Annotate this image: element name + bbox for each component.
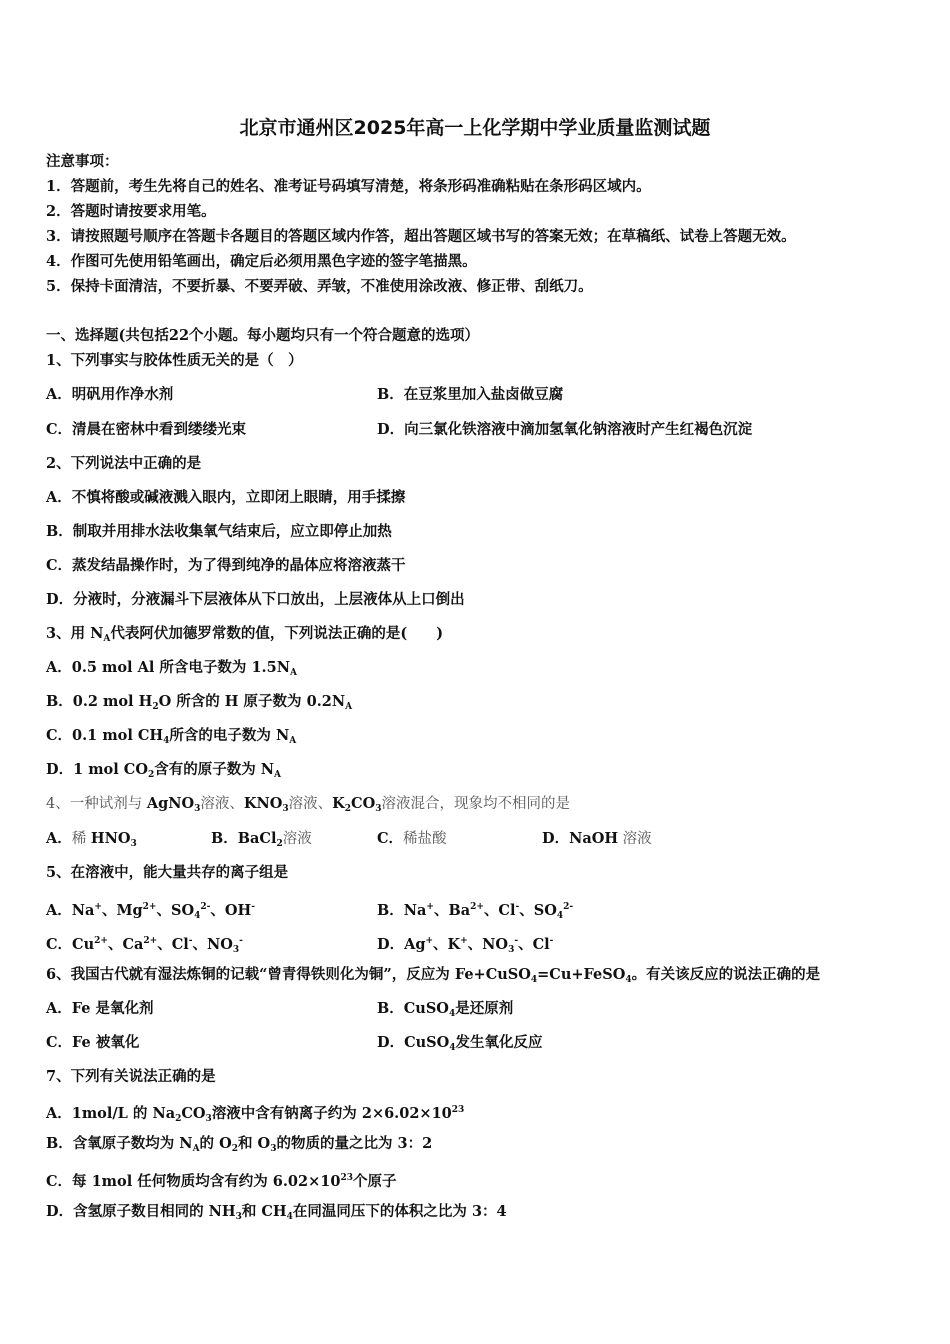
q2-stem: 2、下列说法中正确的是 (46, 455, 202, 472)
q4-option-b: B．BaCl$_2$溶液 (211, 830, 312, 849)
notice-item-1: 1．答题前，考生先将自己的姓名、准考证号码填写清楚，将条形码准确粘贴在条形码区域内。 (46, 178, 651, 195)
q1-stem: 1、下列事实与胶体性质无关的是（ ） (46, 352, 303, 369)
notice-item-3: 3．请按照题号顺序在答题卡各题目的答题区域内作答，超出答题区域书写的答案无效；在草稿纸、试卷上答题无效。 (46, 228, 796, 245)
q4-option-c: C．稀盐酸 (377, 830, 447, 847)
q3-stem: 3、用 $N_A$代表阿伏加德罗常数的值，下列说法正确的是( ) (46, 625, 444, 644)
notice-item-5: 5．保持卡面清洁，不要折暴、不要弄破、弄皱，不准使用涂改液、修正带、刮纸刀。 (46, 278, 593, 295)
q3-option-a: A．0.5 mol Al 所含电子数为 $1.5N_A$ (46, 659, 297, 678)
q6-option-a: A．Fe 是氧化剂 (46, 1000, 154, 1017)
page-title: 北京市通州区2025年高一上化学期中学业质量监测试题 (239, 117, 711, 139)
q1-option-d: D．向三氯化铁溶液中滴加氢氧化钠溶液时产生红褐色沉淀 (377, 421, 753, 438)
notice-item-2: 2．答题时请按要求用笔。 (46, 203, 216, 220)
q2-option-b: B．制取并用排水法收集氧气结束后，应立即停止加热 (46, 523, 392, 540)
section-heading: 一、选择题(共包括22个小题。每小题均只有一个符合题意的选项） (46, 327, 480, 344)
q4-option-d: D．NaOH 溶液 (542, 830, 652, 847)
q7-option-a: A．1mol/L 的 $Na_2CO_3$溶液中含有钠离子约为 $2\times 6.02\times 10^{23}$ (46, 1105, 465, 1124)
q3-option-b: B．0.2 mol $H_2O$ 所含的 H 原子数为 $0.2N_A$ (46, 693, 353, 712)
q5-option-c: C．$Cu^{2+}$、$Ca^{2+}$、Cl-、$NO_3^-$ (46, 936, 243, 955)
q7-option-c: C．每 1mol 任何物质均含有约为 $6.02\times 10^{23}$个原子 (46, 1173, 397, 1190)
q5-stem: 5、在溶液中，能大量共存的离子组是 (46, 864, 289, 881)
q5-option-d: D．Ag+、K+、$NO_3^-$、Cl- (377, 936, 554, 955)
q5-option-b: B．Na+、$Ba^{2+}$、Cl-、$SO_4^{2-}$ (377, 902, 574, 921)
q1-option-c: C．清晨在密林中看到缕缕光束 (46, 421, 247, 438)
q1-option-a: A．明矾用作净水剂 (46, 386, 174, 403)
q2-option-c: C．蒸发结晶操作时，为了得到纯净的晶体应将溶液蒸干 (46, 557, 406, 574)
q5-option-a: A．Na+、$Mg^{2+}$、$SO_4^{2-}$、OH- (46, 902, 255, 921)
q4-option-a: A．稀 $HNO_3$ (46, 830, 137, 849)
q6-option-d: D．CuSO$_4$发生氧化反应 (377, 1034, 543, 1053)
notice-item-4: 4．作图可先使用铅笔画出，确定后必须用黑色字迹的签字笔描黑。 (46, 253, 477, 270)
q2-option-a: A．不慎将酸或碱液溅入眼内，立即闭上眼睛，用手揉擦 (46, 489, 406, 506)
q3-option-d: D．1 mol $CO_2$含有的原子数为 $N_A$ (46, 761, 282, 780)
q7-option-b: B．含氧原子数均为 $N_A$的 $O_2$和 $O_3$的物质的量之比为 3：2 (46, 1135, 433, 1154)
q7-option-d: D．含氢原子数目相同的 $NH_3$和 $CH_4$在同温同压下的体积之比为 3：4 (46, 1203, 507, 1222)
q6-option-b: B．CuSO$_4$是还原剂 (377, 1000, 514, 1019)
q6-option-c: C．Fe 被氧化 (46, 1034, 140, 1051)
q1-option-b: B．在豆浆里加入盐卤做豆腐 (377, 386, 564, 403)
q2-option-d: D．分液时，分液漏斗下层液体从下口放出，上层液体从上口倒出 (46, 591, 465, 608)
q4-stem: 4、一种试剂与 AgNO$_3$溶液、$KNO_3$溶液、$K_2CO_3$溶液混合，现象均不相同的是 (46, 795, 570, 814)
q7-stem: 7、下列有关说法正确的是 (46, 1068, 216, 1085)
q3-option-c: C．0.1 mol $CH_4$所含的电子数为 $N_A$ (46, 727, 297, 746)
q6-stem: 6、我国古代就有湿法炼铜的记载“曾青得铁则化为铜”，反应为 Fe+CuSO$_4$=Cu+FeSO$_4$。有关该反应的说法正确的是 (46, 966, 821, 985)
notice-heading: 注意事项： (46, 153, 119, 170)
